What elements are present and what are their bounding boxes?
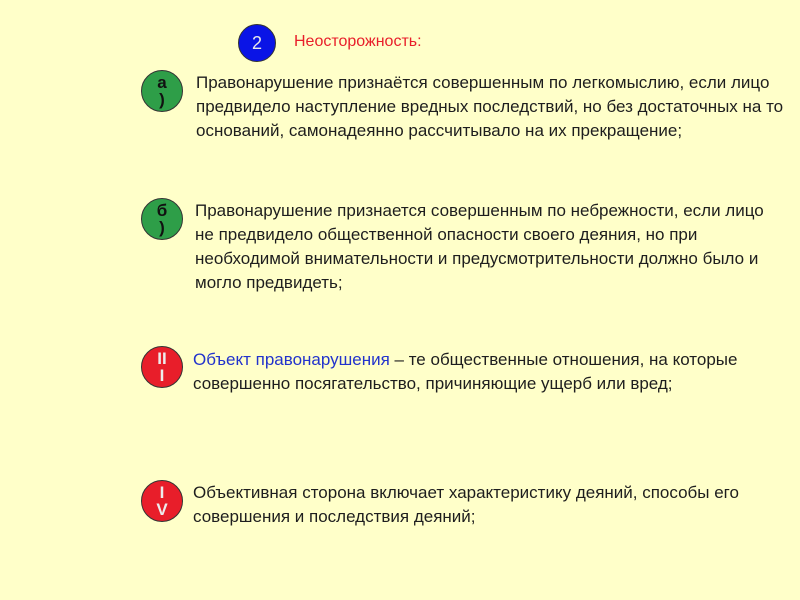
marker-a — [141, 70, 183, 112]
object-definition: – те общественные отношения, на которые совершенно посягательство, причиняющие ущерб или вред; — [193, 350, 738, 393]
marker-a-line1: а — [157, 73, 167, 92]
marker-b-line2: ) — [159, 218, 165, 237]
marker-iv-line1: I — [159, 483, 165, 502]
number-badge-label: 2 — [251, 32, 262, 53]
item-b-text: Правонарушение признается совершенным по небрежности, если лицо не предвидело общественной опасности своего деяния, но при необходимой внимательности и предусмотрительности должно было и могло предвидеть; — [195, 201, 764, 292]
marker-iv — [141, 480, 183, 522]
marker-iii-line1: II — [157, 349, 167, 368]
item-a-text: Правонарушение признаётся совершенным по легкомыслию, если лицо предвидело наступление вредных последствий, но без достаточных на то оснований, самонадеянно рассчитывало на их прекращение; — [196, 73, 784, 140]
marker-iv-line2: V — [156, 500, 168, 519]
marker-a-line2: ) — [159, 90, 165, 109]
object-term-highlight: Объект правонарушения — [193, 350, 390, 369]
number-badge — [238, 24, 276, 62]
marker-b-line1: б — [156, 201, 168, 220]
item-iii-text — [193, 348, 793, 396]
section-title: Неосторожность: — [294, 33, 422, 50]
marker-b — [141, 198, 183, 240]
marker-iii — [141, 346, 183, 388]
marker-iii-line2: I — [159, 366, 165, 385]
item-iv-text: Объективная сторона включает характеристику деяний, способы его совершения и последствия деяний; — [193, 483, 739, 526]
